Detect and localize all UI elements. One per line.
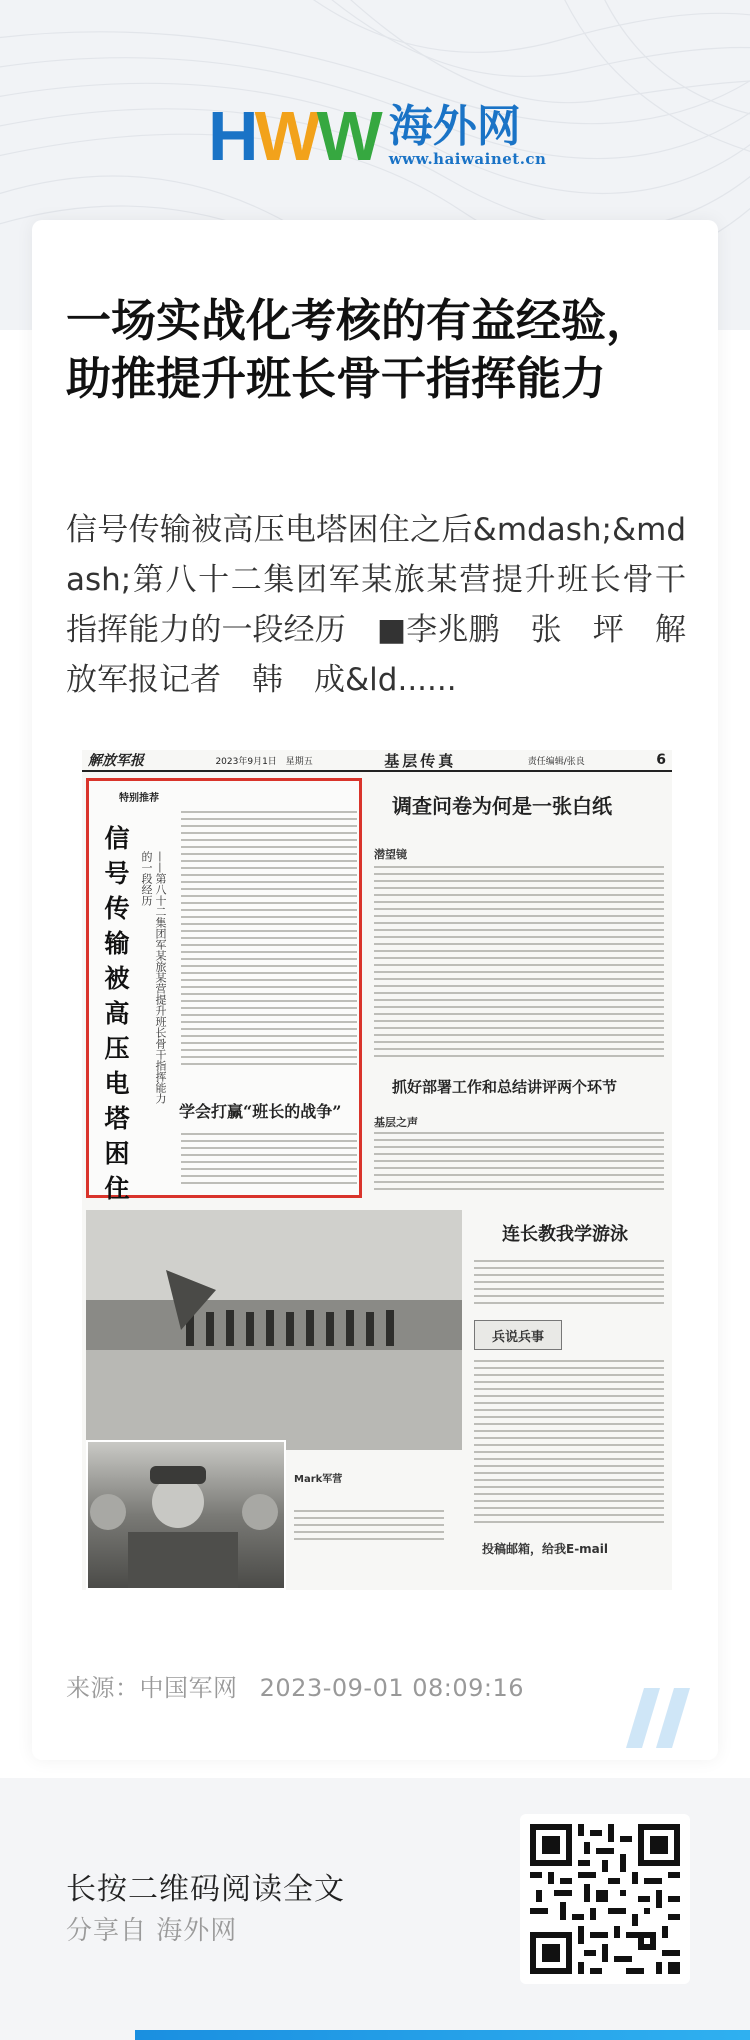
qr-code-icon: [530, 1824, 680, 1974]
email-submission-banner: 投稿邮箱，给我E-mail: [482, 1542, 609, 1556]
newspaper-page-number: 6: [656, 752, 666, 768]
article-meta: [66, 1668, 538, 1703]
newspaper-editor: 责任编辑/张良: [527, 756, 585, 767]
headline-deployment: 抓好部署工作和总结讲评两个环节: [392, 1078, 618, 1096]
featured-body-text: [181, 811, 357, 1070]
logo-url: www.haiwainet.cn: [388, 150, 547, 168]
quote-mark-icon: [624, 1688, 704, 1748]
featured-article-box: [86, 778, 362, 1203]
featured-badge: 特别推荐: [119, 793, 159, 804]
column-logo-soldier-stories: 兵说兵事: [474, 1320, 562, 1350]
tag-grassroots-voice: 基层之声: [374, 1116, 418, 1129]
column-text-1: [374, 866, 664, 1062]
haiwainet-logo: [208, 97, 548, 175]
article-summary: 信号传输被高压电塔困住之后&mdash;&mdash;第八十二集团军某旅某营提升班长骨干指挥能力的一段经历 ■李兆鹏 张 坪 解放军报记者 韩 成&ld......: [66, 512, 686, 698]
logo-letters: H W W: [208, 97, 379, 175]
column-text-4: [474, 1360, 664, 1528]
tag-periscope: 潜望镜: [374, 848, 407, 861]
soldier-portrait-photo: [86, 1440, 286, 1590]
featured-body-text-2: [181, 1133, 357, 1189]
logo-wordmark: [388, 101, 547, 168]
column-text-2: [374, 1132, 664, 1195]
article-card: [32, 220, 718, 1760]
column-text-3: [474, 1260, 664, 1309]
newspaper-masthead: 解放军报: [88, 753, 144, 769]
share-footer: [0, 1778, 750, 2040]
article-title: 一场实战化考核的有益经验，助推提升班长骨干指挥能力: [66, 294, 652, 405]
qr-code[interactable]: [520, 1814, 690, 1984]
headline-questionnaire: 调查问卷为何是一张白纸: [392, 794, 612, 818]
featured-sub-headline: 学会打赢“班长的战争”: [179, 1102, 342, 1121]
newspaper-section: 基层传真: [384, 751, 457, 770]
newspaper-page-image[interactable]: [82, 750, 672, 1590]
featured-vertical-title: 信号传输被高压电塔困住: [104, 824, 130, 1203]
article-source: 来源：中国军网: [66, 1674, 238, 1702]
featured-vertical-subtitle: ——第八十二集团军某旅某营提升班长骨干指挥能力的一段经历: [140, 851, 167, 1104]
logo-name: 海外网: [388, 101, 521, 152]
parade-photo: [86, 1210, 462, 1450]
caption-tag: Mark军营: [294, 1474, 343, 1485]
article-datetime: 2023-09-01 08:09:16: [259, 1674, 525, 1702]
newspaper-date: 2023年9月1日 星期五: [215, 756, 313, 767]
photo-caption: [294, 1470, 454, 1570]
bottom-accent-bar: [0, 2030, 750, 2040]
read-full-prompt: 长按二维码阅读全文: [66, 1872, 345, 1907]
newspaper-header: [82, 750, 672, 772]
headline-swimming: 连长教我学游泳: [502, 1224, 628, 1245]
share-source: 分享自 海外网: [66, 1916, 238, 1946]
